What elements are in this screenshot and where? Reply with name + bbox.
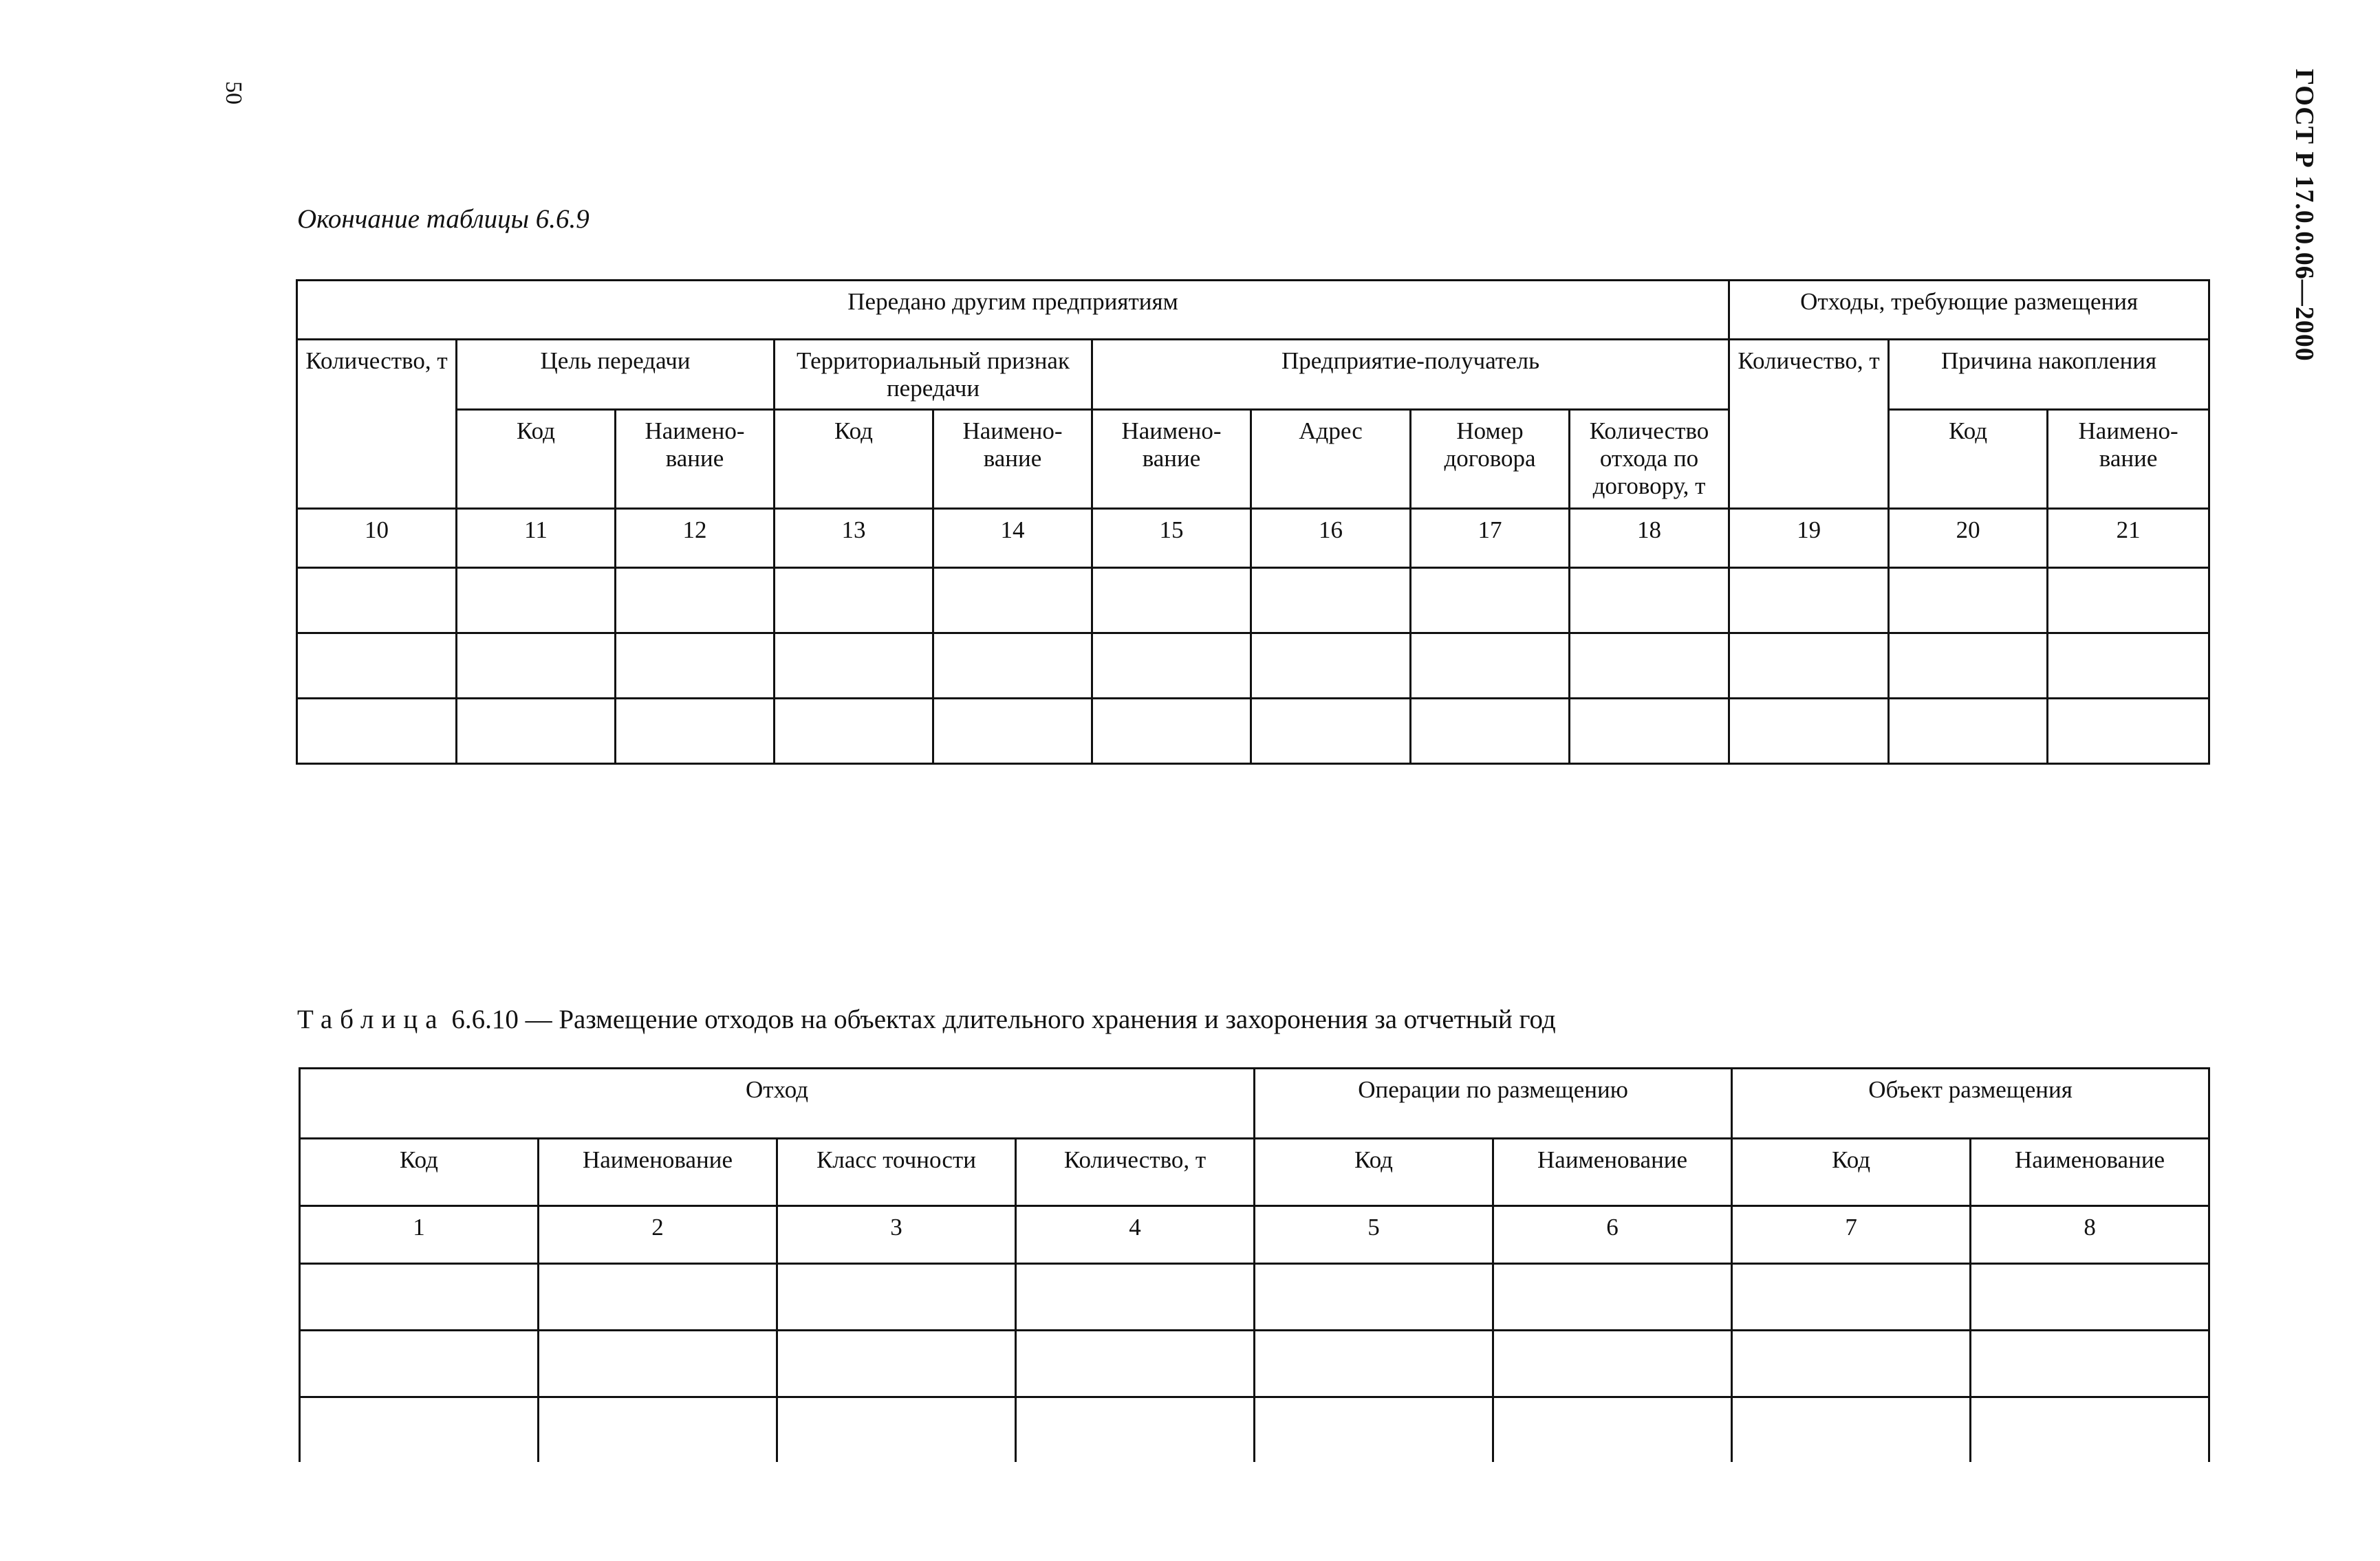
header-waste-name: Наименование — [539, 1139, 777, 1206]
empty-row — [300, 1331, 2209, 1397]
empty-cell — [1255, 1397, 1493, 1462]
empty-cell — [1411, 633, 1570, 699]
table-caption-label: Таблица — [297, 1005, 445, 1034]
column-number: 6 — [1493, 1206, 1732, 1264]
header-row-low — [300, 1139, 2209, 1206]
empty-cell — [1092, 699, 1251, 764]
empty-row — [297, 568, 2209, 633]
table-6-6-10-caption — [297, 1004, 1556, 1035]
empty-cell — [457, 633, 616, 699]
empty-cell — [616, 699, 775, 764]
column-number: 2 — [539, 1206, 777, 1264]
column-number: 12 — [616, 509, 775, 568]
empty-cell — [933, 633, 1092, 699]
column-number: 20 — [1889, 509, 2048, 568]
header-object: Объект размещения — [1732, 1069, 2209, 1139]
header-territorial-code: Код — [775, 410, 933, 509]
empty-cell — [777, 1331, 1016, 1397]
header-object-code: Код — [1732, 1139, 1971, 1206]
column-number: 1 — [300, 1206, 539, 1264]
empty-cell — [1889, 699, 2048, 764]
header-reason-name: Наимено-вание — [2048, 410, 2209, 509]
empty-cell — [1493, 1331, 1732, 1397]
empty-cell — [933, 699, 1092, 764]
empty-cell — [1729, 633, 1889, 699]
header-operation-code: Код — [1255, 1139, 1493, 1206]
header-transferred: Передано другим предприятиям — [297, 281, 1729, 340]
empty-cell — [539, 1264, 777, 1331]
empty-cell — [775, 633, 933, 699]
empty-cell — [1729, 568, 1889, 633]
table-caption-text: 6.6.10 — Размещение отходов на объектах длительного хранения и захоронения за отчетный год — [451, 1005, 1556, 1034]
empty-cell — [1092, 568, 1251, 633]
column-number: 14 — [933, 509, 1092, 568]
header-waste-placement: Отходы, требующие размещения — [1729, 281, 2209, 340]
empty-cell — [2048, 633, 2209, 699]
header-row-low — [297, 410, 2209, 509]
header-contract-quantity: Количество отхода по договору, т — [1570, 410, 1729, 509]
column-number: 5 — [1255, 1206, 1493, 1264]
header-purpose-code: Код — [457, 410, 616, 509]
empty-cell — [1016, 1331, 1255, 1397]
column-number: 15 — [1092, 509, 1251, 568]
empty-cell — [1971, 1264, 2209, 1331]
empty-cell — [1570, 699, 1729, 764]
empty-cell — [1493, 1264, 1732, 1331]
empty-cell — [457, 568, 616, 633]
empty-cell — [297, 699, 457, 764]
header-recipient-name: Наимено-вание — [1092, 410, 1251, 509]
empty-cell — [1016, 1397, 1255, 1462]
table-6-6-9-end — [296, 279, 2210, 765]
column-number-row — [300, 1206, 2209, 1264]
empty-cell — [777, 1397, 1016, 1462]
column-number-row — [297, 509, 2209, 568]
standard-designation: ГОСТ Р 17.0.0.06—2000 — [2290, 69, 2319, 362]
column-number: 18 — [1570, 509, 1729, 568]
empty-cell — [775, 568, 933, 633]
header-reason-code: Код — [1889, 410, 2048, 509]
empty-cell — [1411, 568, 1570, 633]
empty-cell — [1493, 1397, 1732, 1462]
empty-cell — [1016, 1264, 1255, 1331]
header-purpose-name: Наимено-вание — [616, 410, 775, 509]
header-recipient-address: Адрес — [1251, 410, 1411, 509]
table-6-6-10 — [299, 1067, 2210, 1462]
column-number: 11 — [457, 509, 616, 568]
empty-cell — [1092, 633, 1251, 699]
empty-row — [300, 1397, 2209, 1462]
empty-cell — [1732, 1397, 1971, 1462]
empty-cell — [297, 633, 457, 699]
header-object-name: Наименование — [1971, 1139, 2209, 1206]
empty-cell — [300, 1331, 539, 1397]
empty-cell — [1570, 633, 1729, 699]
empty-cell — [1255, 1331, 1493, 1397]
column-number: 7 — [1732, 1206, 1971, 1264]
header-row-mid — [297, 340, 2209, 410]
empty-cell — [1971, 1331, 2209, 1397]
empty-cell — [1889, 633, 2048, 699]
header-accumulation-reason: Причина накопления — [1889, 340, 2209, 410]
empty-cell — [1251, 568, 1411, 633]
empty-cell — [457, 699, 616, 764]
header-accuracy-class: Класс точности — [777, 1139, 1016, 1206]
empty-cell — [539, 1331, 777, 1397]
header-quantity: Количество, т — [297, 340, 457, 509]
header-quantity-2: Количество, т — [1729, 340, 1889, 509]
empty-cell — [775, 699, 933, 764]
empty-cell — [616, 633, 775, 699]
empty-cell — [300, 1264, 539, 1331]
header-waste-code: Код — [300, 1139, 539, 1206]
column-number: 13 — [775, 509, 933, 568]
empty-cell — [1889, 568, 2048, 633]
header-row-top — [297, 281, 2209, 340]
empty-cell — [1411, 699, 1570, 764]
empty-cell — [300, 1397, 539, 1462]
header-row-top — [300, 1069, 2209, 1139]
empty-cell — [2048, 568, 2209, 633]
empty-cell — [1255, 1264, 1493, 1331]
empty-cell — [297, 568, 457, 633]
empty-row — [300, 1264, 2209, 1331]
empty-cell — [1251, 699, 1411, 764]
table-continuation-caption: Окончание таблицы 6.6.9 — [297, 204, 589, 234]
header-purpose: Цель передачи — [457, 340, 775, 410]
empty-cell — [1732, 1264, 1971, 1331]
header-waste: Отход — [300, 1069, 1255, 1139]
empty-cell — [2048, 699, 2209, 764]
empty-cell — [539, 1397, 777, 1462]
column-number: 3 — [777, 1206, 1016, 1264]
empty-cell — [777, 1264, 1016, 1331]
empty-cell — [1971, 1397, 2209, 1462]
column-number: 8 — [1971, 1206, 2209, 1264]
empty-cell — [933, 568, 1092, 633]
empty-cell — [1729, 699, 1889, 764]
empty-cell — [1570, 568, 1729, 633]
header-contract-number: Номер договора — [1411, 410, 1570, 509]
column-number: 21 — [2048, 509, 2209, 568]
column-number: 4 — [1016, 1206, 1255, 1264]
empty-cell — [1251, 633, 1411, 699]
empty-cell — [1732, 1331, 1971, 1397]
header-operation-name: Наименование — [1493, 1139, 1732, 1206]
column-number: 10 — [297, 509, 457, 568]
empty-cell — [616, 568, 775, 633]
empty-row — [297, 699, 2209, 764]
page-number: 50 — [221, 81, 246, 105]
header-recipient: Предприятие-получатель — [1092, 340, 1729, 410]
header-operations: Операции по размещению — [1255, 1069, 1732, 1139]
column-number: 16 — [1251, 509, 1411, 568]
column-number: 17 — [1411, 509, 1570, 568]
column-number: 19 — [1729, 509, 1889, 568]
header-territorial: Территориальный признак передачи — [775, 340, 1092, 410]
empty-row — [297, 633, 2209, 699]
header-territorial-name: Наимено-вание — [933, 410, 1092, 509]
header-quantity: Количество, т — [1016, 1139, 1255, 1206]
